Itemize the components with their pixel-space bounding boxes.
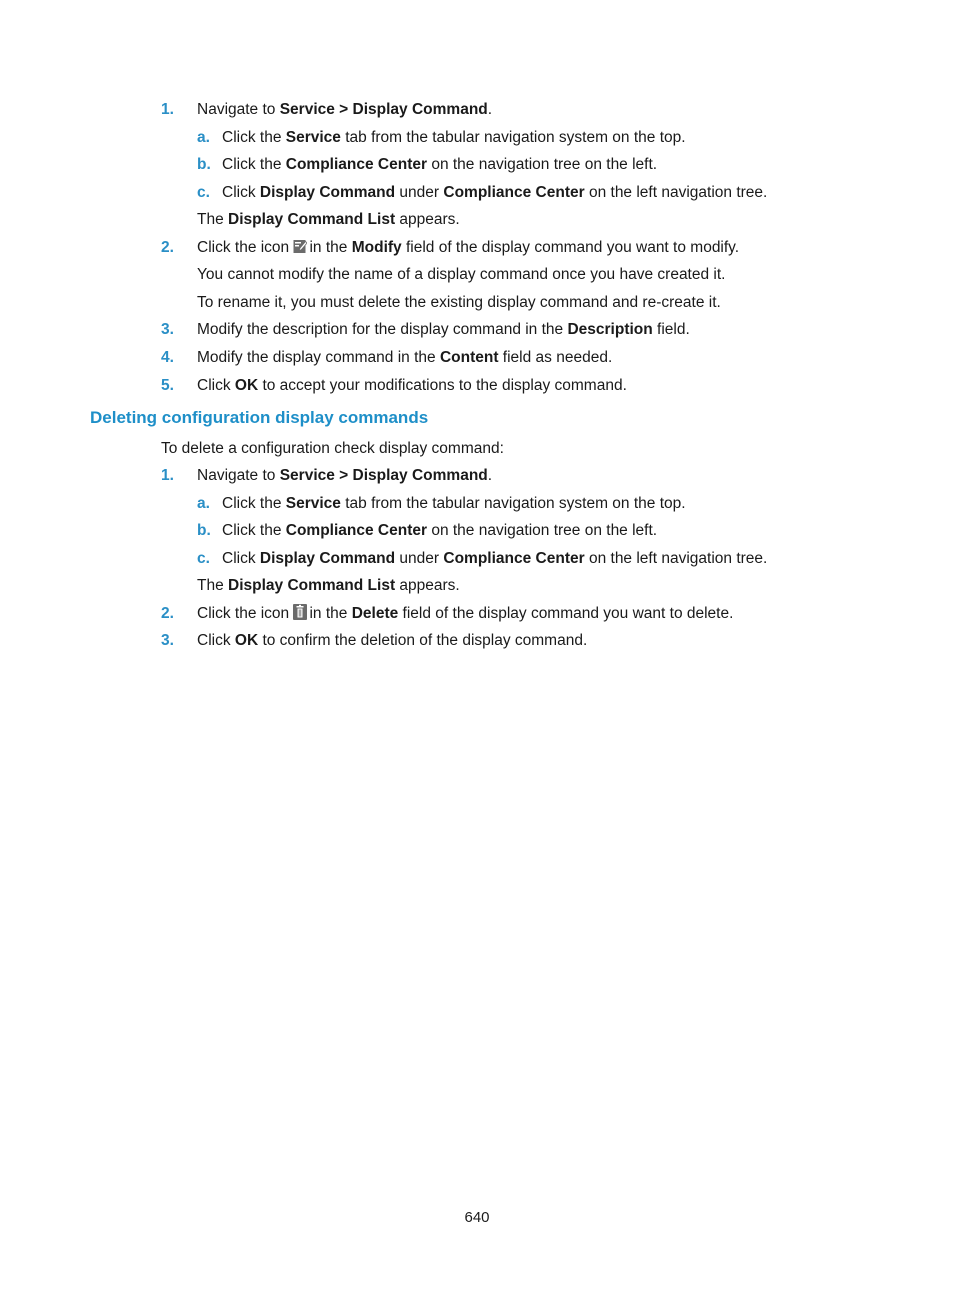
trash-icon <box>293 604 307 620</box>
step-text: Navigate to Service > Display Command. <box>197 101 493 118</box>
page-number: 640 <box>464 1209 490 1226</box>
step-note: You cannot modify the name of a display command once you have created it. <box>197 266 726 283</box>
step-number: 3. <box>161 632 174 649</box>
substep-letter: b. <box>197 156 211 173</box>
intro-text: To delete a configuration check display command: <box>161 440 504 457</box>
substep-text: Click Display Command under Compliance Center on the left navigation tree. <box>222 550 768 567</box>
modify-icon <box>293 238 307 254</box>
section-heading: Deleting configuration display commands <box>90 408 429 427</box>
step-text: Click the icon in the Delete field of the display command you want to delete. <box>197 605 734 622</box>
step-number: 4. <box>161 349 174 366</box>
step-text: Click OK to confirm the deletion of the display command. <box>197 632 588 649</box>
step-number: 3. <box>161 321 174 338</box>
substep-letter: c. <box>197 550 210 567</box>
step-number: 1. <box>161 101 174 118</box>
step-text: Navigate to Service > Display Command. <box>197 467 493 484</box>
step-text: Modify the display command in the Content field as needed. <box>197 349 613 366</box>
substep-text: Click the Service tab from the tabular navigation system on the top. <box>222 495 686 512</box>
step-number: 2. <box>161 239 174 256</box>
substep-text: Click the Compliance Center on the navigation tree on the left. <box>222 522 658 539</box>
step-text: Click OK to accept your modifications to the display command. <box>197 377 627 394</box>
step-result: The Display Command List appears. <box>197 211 460 228</box>
substep-text: Click the Compliance Center on the navigation tree on the left. <box>222 156 658 173</box>
substep-letter: c. <box>197 184 210 201</box>
step-number: 5. <box>161 377 174 394</box>
step-text: Modify the description for the display command in the Description field. <box>197 321 690 338</box>
step-number: 1. <box>161 467 174 484</box>
step-note: To rename it, you must delete the existing display command and re-create it. <box>197 294 721 311</box>
substep-letter: a. <box>197 495 210 512</box>
step-result: The Display Command List appears. <box>197 577 460 594</box>
substep-letter: b. <box>197 522 211 539</box>
substep-text: Click Display Command under Compliance Center on the left navigation tree. <box>222 184 768 201</box>
step-number: 2. <box>161 605 174 622</box>
step-text: Click the icon in the Modify field of the display command you want to modify. <box>197 239 740 256</box>
substep-letter: a. <box>197 129 210 146</box>
substep-text: Click the Service tab from the tabular navigation system on the top. <box>222 129 686 146</box>
